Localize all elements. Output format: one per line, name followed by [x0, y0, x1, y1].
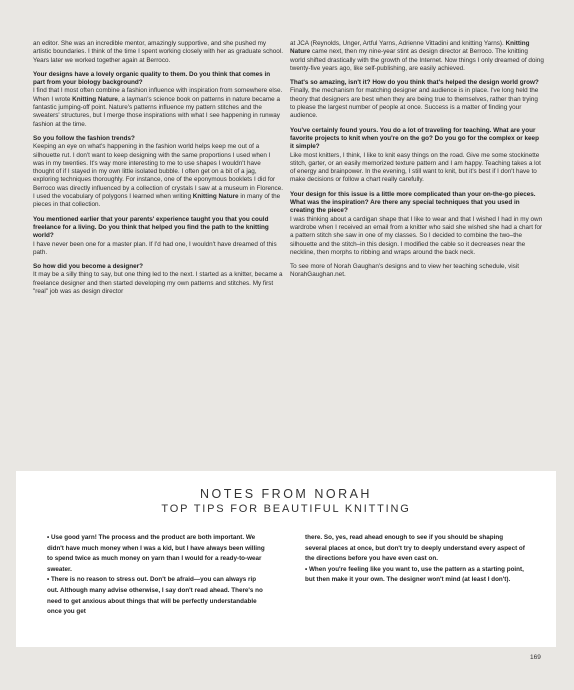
question-answer: [290, 191, 544, 257]
question-answer: [33, 71, 283, 129]
interview-column-right: [290, 40, 544, 472]
question-answer: [33, 263, 283, 296]
notes-subtitle: TOP TIPS FOR BEAUTIFUL KNITTING: [161, 503, 411, 515]
answer: Keeping an eye on what's happening in the fashion world helps keep me out of a silhouette rut. I don't want to keep designing with the same proportions I used when I was in my twenties. It's way more interesting to me to use shapes I wouldn't have thought of if I stayed in my own little isolated bubble. I often get on a bit of a jag, exploring techniques thoroughly. For instance, one of the eponymous booklets I did for Berroco was directly influenced by a collection of crystals I saw at a museum in Florence. I used the vocabulary of polygons I learned when writing Knitting Nature in many of the pieces in that collection.: [33, 143, 283, 209]
question: You've certainly found yours. You do a lot of traveling for teaching. What are your favorite projects to knit when you're on the go? Do you go for the complex or keep it simple?: [290, 126, 539, 151]
answer: I find that I most often combine a fashion influence with inspiration from somewhere else. When I wrote Knitting Nature, a layman's science book on patterns in nature became a fantastic jumping-off point. Nature's patterns influence my pattern stitches and the sweaters' structures, but I merge those inspirations with what I see happening in runway fashion at the time.: [33, 87, 283, 128]
answer: I was thinking about a cardigan shape that I like to wear and that I wished I had in my own wardrobe when I received an email from a knitter who said she wished she had a chart for a pattern stitch she saw in one of my classes. So I decided to combine the two–the silhouette and the stitch–in this design. I modified the cable so it decreases near the neckline, then morphs to ribbing and wraps around the back neck.: [290, 215, 543, 256]
question: You mentioned earlier that your parents' experience taught you that you could freelance for a living. Do you think that helped you find the path to the knitting world?: [33, 215, 269, 240]
paragraph: an editor. She was an incredible mentor, amazingly supportive, and she pushed my artistic boundaries. I think of the time I spent working closely with her as graduate school. Years later we worked together again at Berroco.: [33, 40, 283, 64]
tip-item-continued: there. So, yes, read ahead enough to see if you should be shaping several places at once, but don't try to deeply understand every aspect of the directions before you have even cast on.: [305, 534, 525, 563]
answer: It may be a silly thing to say, but one thing led to the next. I started as a knitter, became a freelance designer and then started developing my own patterns and stitches. My first "real" job was as design director: [33, 271, 283, 296]
interview-column-left: [33, 40, 283, 472]
tip-item: • Use good yarn! The process and the product are both important. We didn't have much money when I was a kid, but I have always been willing to spend twice as much money on yarn than I would for a ready-to-wear sweater.: [47, 534, 265, 573]
question-answer: [33, 216, 283, 257]
question-answer: [33, 135, 283, 210]
book-title: Knitting Nature: [290, 40, 530, 56]
question: That's so amazing, isn't it? How do you think that's helped the design world grow?: [290, 79, 539, 87]
tips-column-left: [47, 533, 267, 618]
answer: Finally, the mechanism for matching designer and audience is in place. I've long held the theory that designers are best when they are being true to themselves, rather than trying to please the largest number of people at once. Success is a matter of finding your audience.: [290, 87, 539, 120]
tip-item: • There is no reason to stress out. Don't be afraid—you can always rip out. Although many advise otherwise, I say don't read ahead. There's no need to get anxious about things that will be perfectly understandable once you get: [47, 576, 263, 616]
paragraph: at JCA (Reynolds, Unger, Artful Yarns, Adrienne Vittadini and knitting Yarns). Knitting Nature came next, then my nine-year stint as design director at Berroco. The knitting world shifted drastically with the growth of the Internet. Now things I only dreamed of doing twenty-five years ago, like self-publishing, are easily achieved.: [290, 40, 544, 72]
question-answer: [290, 127, 544, 185]
notes-title: NOTES FROM NORAH: [200, 487, 372, 501]
question: So you follow the fashion trends?: [33, 134, 135, 142]
page-number: 169: [530, 654, 541, 661]
question: So how did you become a designer?: [33, 263, 143, 271]
book-title: Knitting Nature: [192, 193, 239, 201]
question-answer: [290, 79, 544, 120]
answer: I have never been one for a master plan. If I'd had one, I wouldn't have dreamed of this path.: [33, 240, 277, 256]
tip-item: • When you're feeling like you want to, use the pattern as a starting point, but then make it your own. The designer won't mind (at least I don't).: [305, 565, 524, 584]
answer: Like most knitters, I think, I like to knit easy things on the road. Give me some stockinette stitch, garter, or an easily memorized texture pattern and I am happy. Teaching takes a lot of energy and brainpower. In the evening, I still want to knit, but it's best if I don't have to make decisions or follow a chart really carefully.: [290, 151, 541, 184]
closing-note: To see more of Norah Gaughan's designs and to view her teaching schedule, visit NorahGaughan.net.: [290, 263, 520, 279]
book-title: Knitting Nature: [72, 95, 118, 103]
question: Your design for this issue is a little more complicated than your on-the-go pieces. What was the inspiration? Are there any special techniques that you used in creating the piece?: [290, 190, 536, 215]
tips-column-right: [305, 533, 525, 586]
notes-from-norah-box: [16, 471, 556, 647]
question: Your designs have a lovely organic quality to them. Do you think that comes in part from your biology background?: [33, 70, 271, 87]
